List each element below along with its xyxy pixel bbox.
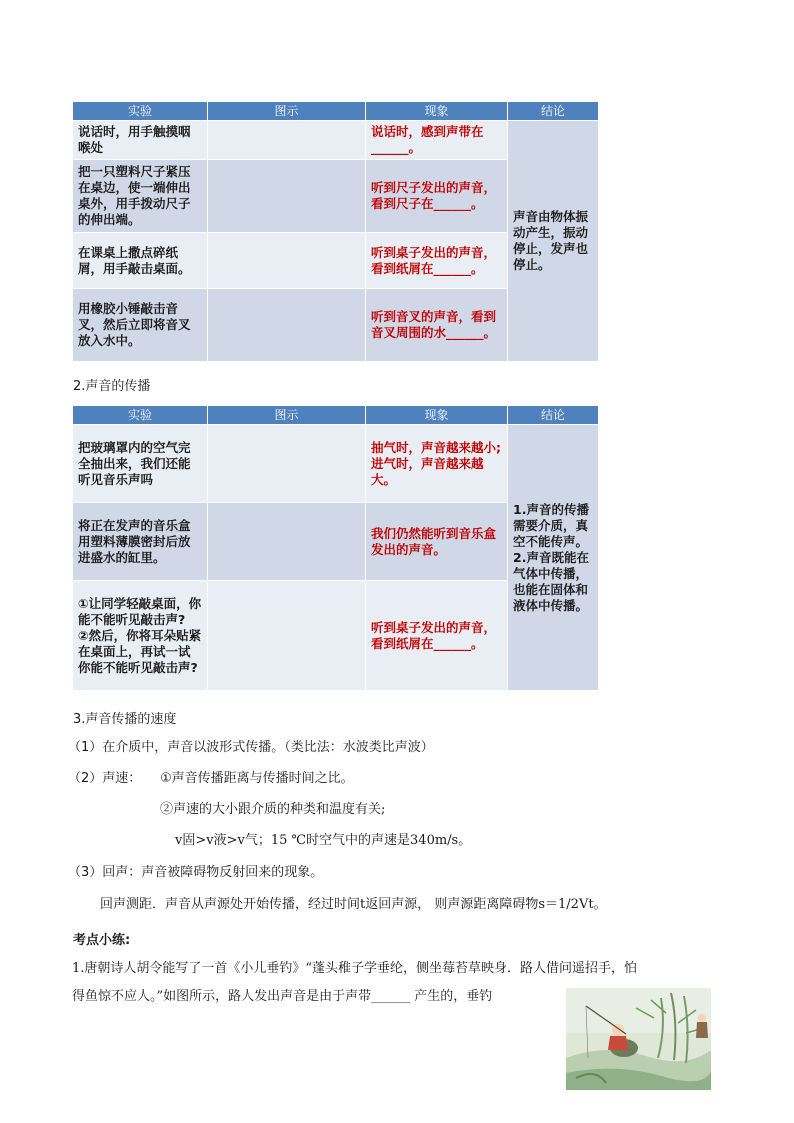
painting-icon	[566, 988, 711, 1090]
experiment-cell: 在课桌上撒点碎纸屑，用手敲击桌面。	[73, 233, 208, 289]
phenomenon-cell: 我们仍然能听到音乐盒发出的声音。	[366, 503, 508, 581]
experiment-cell: 用橡胶小锤敲击音叉，然后立即将音叉放入水中。	[73, 289, 208, 362]
paragraph-speed-compare: v固>v液>v气；15 ℃时空气中的声速是340m/s。	[175, 833, 472, 848]
header-conclusion: 结论	[508, 102, 599, 121]
diagram-cell	[208, 233, 366, 289]
section-title-speed: 3.声音传播的速度	[73, 712, 177, 727]
diagram-cell	[208, 503, 366, 581]
phenomenon-cell: 听到桌子发出的声音，看到纸屑在______。	[366, 581, 508, 691]
phenomenon-line: 进气时，声音越来越大。	[371, 455, 484, 487]
phenomenon-line: 抽气时，声音越来越小;	[371, 439, 501, 455]
conclusion-line: 2.声音既能在气体中传播，也能在固体和液体中传播。	[513, 549, 589, 613]
header-conclusion: 结论	[508, 406, 599, 425]
paragraph-speed-definition: ①声音传播距离与传播时间之比。	[160, 771, 354, 786]
header-diagram: 图示	[208, 406, 366, 425]
diagram-cell	[208, 425, 366, 503]
child-fishing-painting	[566, 988, 711, 1090]
phenomenon-cell: 说话时，感到声带在______。	[366, 121, 508, 160]
experiment-cell: 把玻璃罩内的空气完全抽出来，我们还能听见音乐声吗	[73, 425, 208, 503]
conclusion-cell	[508, 425, 599, 691]
conclusion-line: 1.声音的传播需要介质，真空不能传声。	[513, 501, 589, 549]
paragraph-speed-label: （2）声速：	[68, 771, 142, 786]
table-row	[73, 121, 599, 160]
experiment-cell	[73, 581, 208, 691]
header-phenomenon: 现象	[366, 102, 508, 121]
section-title-propagation: 2.声音的传播	[73, 379, 151, 394]
phenomenon-cell: 听到音叉的声音，看到音叉周围的水______。	[366, 289, 508, 362]
phenomenon-cell: 听到尺子发出的声音，看到尺子在______。	[366, 160, 508, 233]
paragraph-echo: （3）回声：声音被障碍物反射回来的现象。	[68, 865, 324, 880]
phenomenon-cell	[366, 425, 508, 503]
phenomenon-cell: 听到桌子发出的声音，看到纸屑在______。	[366, 233, 508, 289]
diagram-cell	[208, 289, 366, 362]
diagram-cell	[208, 581, 366, 691]
conclusion-cell: 声音由物体振动产生，振动停止，发声也停止。	[508, 121, 599, 362]
paragraph-echo-ranging: 回声测距．声音从声源处开始传播，经过时间t返回声源， 则声源距离障碍物s＝1/2Vt。	[100, 897, 607, 912]
vibration-experiment-table	[72, 101, 599, 362]
question-line: 1.唐朝诗人胡令能写了一首《小儿垂钓》“蓬头稚子学垂纶，侧坐莓苔草映身．路人借问遥招手，怕	[72, 961, 638, 976]
paragraph-speed-factors: ②声速的大小跟介质的种类和温度有关;	[160, 802, 386, 817]
experiment-cell: 说话时，用手触摸咽喉处	[73, 121, 208, 160]
paragraph-wave: （1）在介质中，声音以波形式传播。（类比法：水波类比声波）	[68, 740, 434, 755]
experiment-cell: 将正在发声的音乐盒用塑料薄膜密封后放进盛水的缸里。	[73, 503, 208, 581]
header-diagram: 图示	[208, 102, 366, 121]
propagation-experiment-table	[72, 405, 599, 691]
header-experiment: 实验	[73, 406, 208, 425]
experiment-line: ②然后，你将耳朵贴紧在桌面上，再试一试你能不能听见敲击声?	[78, 627, 202, 675]
experiment-cell: 把一只塑料尺子紧压在桌边，使一端伸出桌外，用手拨动尺子的伸出端。	[73, 160, 208, 233]
table-row	[73, 425, 599, 503]
practice-title: 考点小练:	[73, 933, 131, 948]
diagram-cell	[208, 121, 366, 160]
header-phenomenon: 现象	[366, 406, 508, 425]
header-experiment: 实验	[73, 102, 208, 121]
diagram-cell	[208, 160, 366, 233]
experiment-line: ①让同学轻敲桌面，你能不能听见敲击声?	[78, 595, 202, 627]
question-line: 得鱼惊不应人。”如图所示，路人发出声音是由于声带______ 产生的，垂钓	[72, 989, 493, 1004]
